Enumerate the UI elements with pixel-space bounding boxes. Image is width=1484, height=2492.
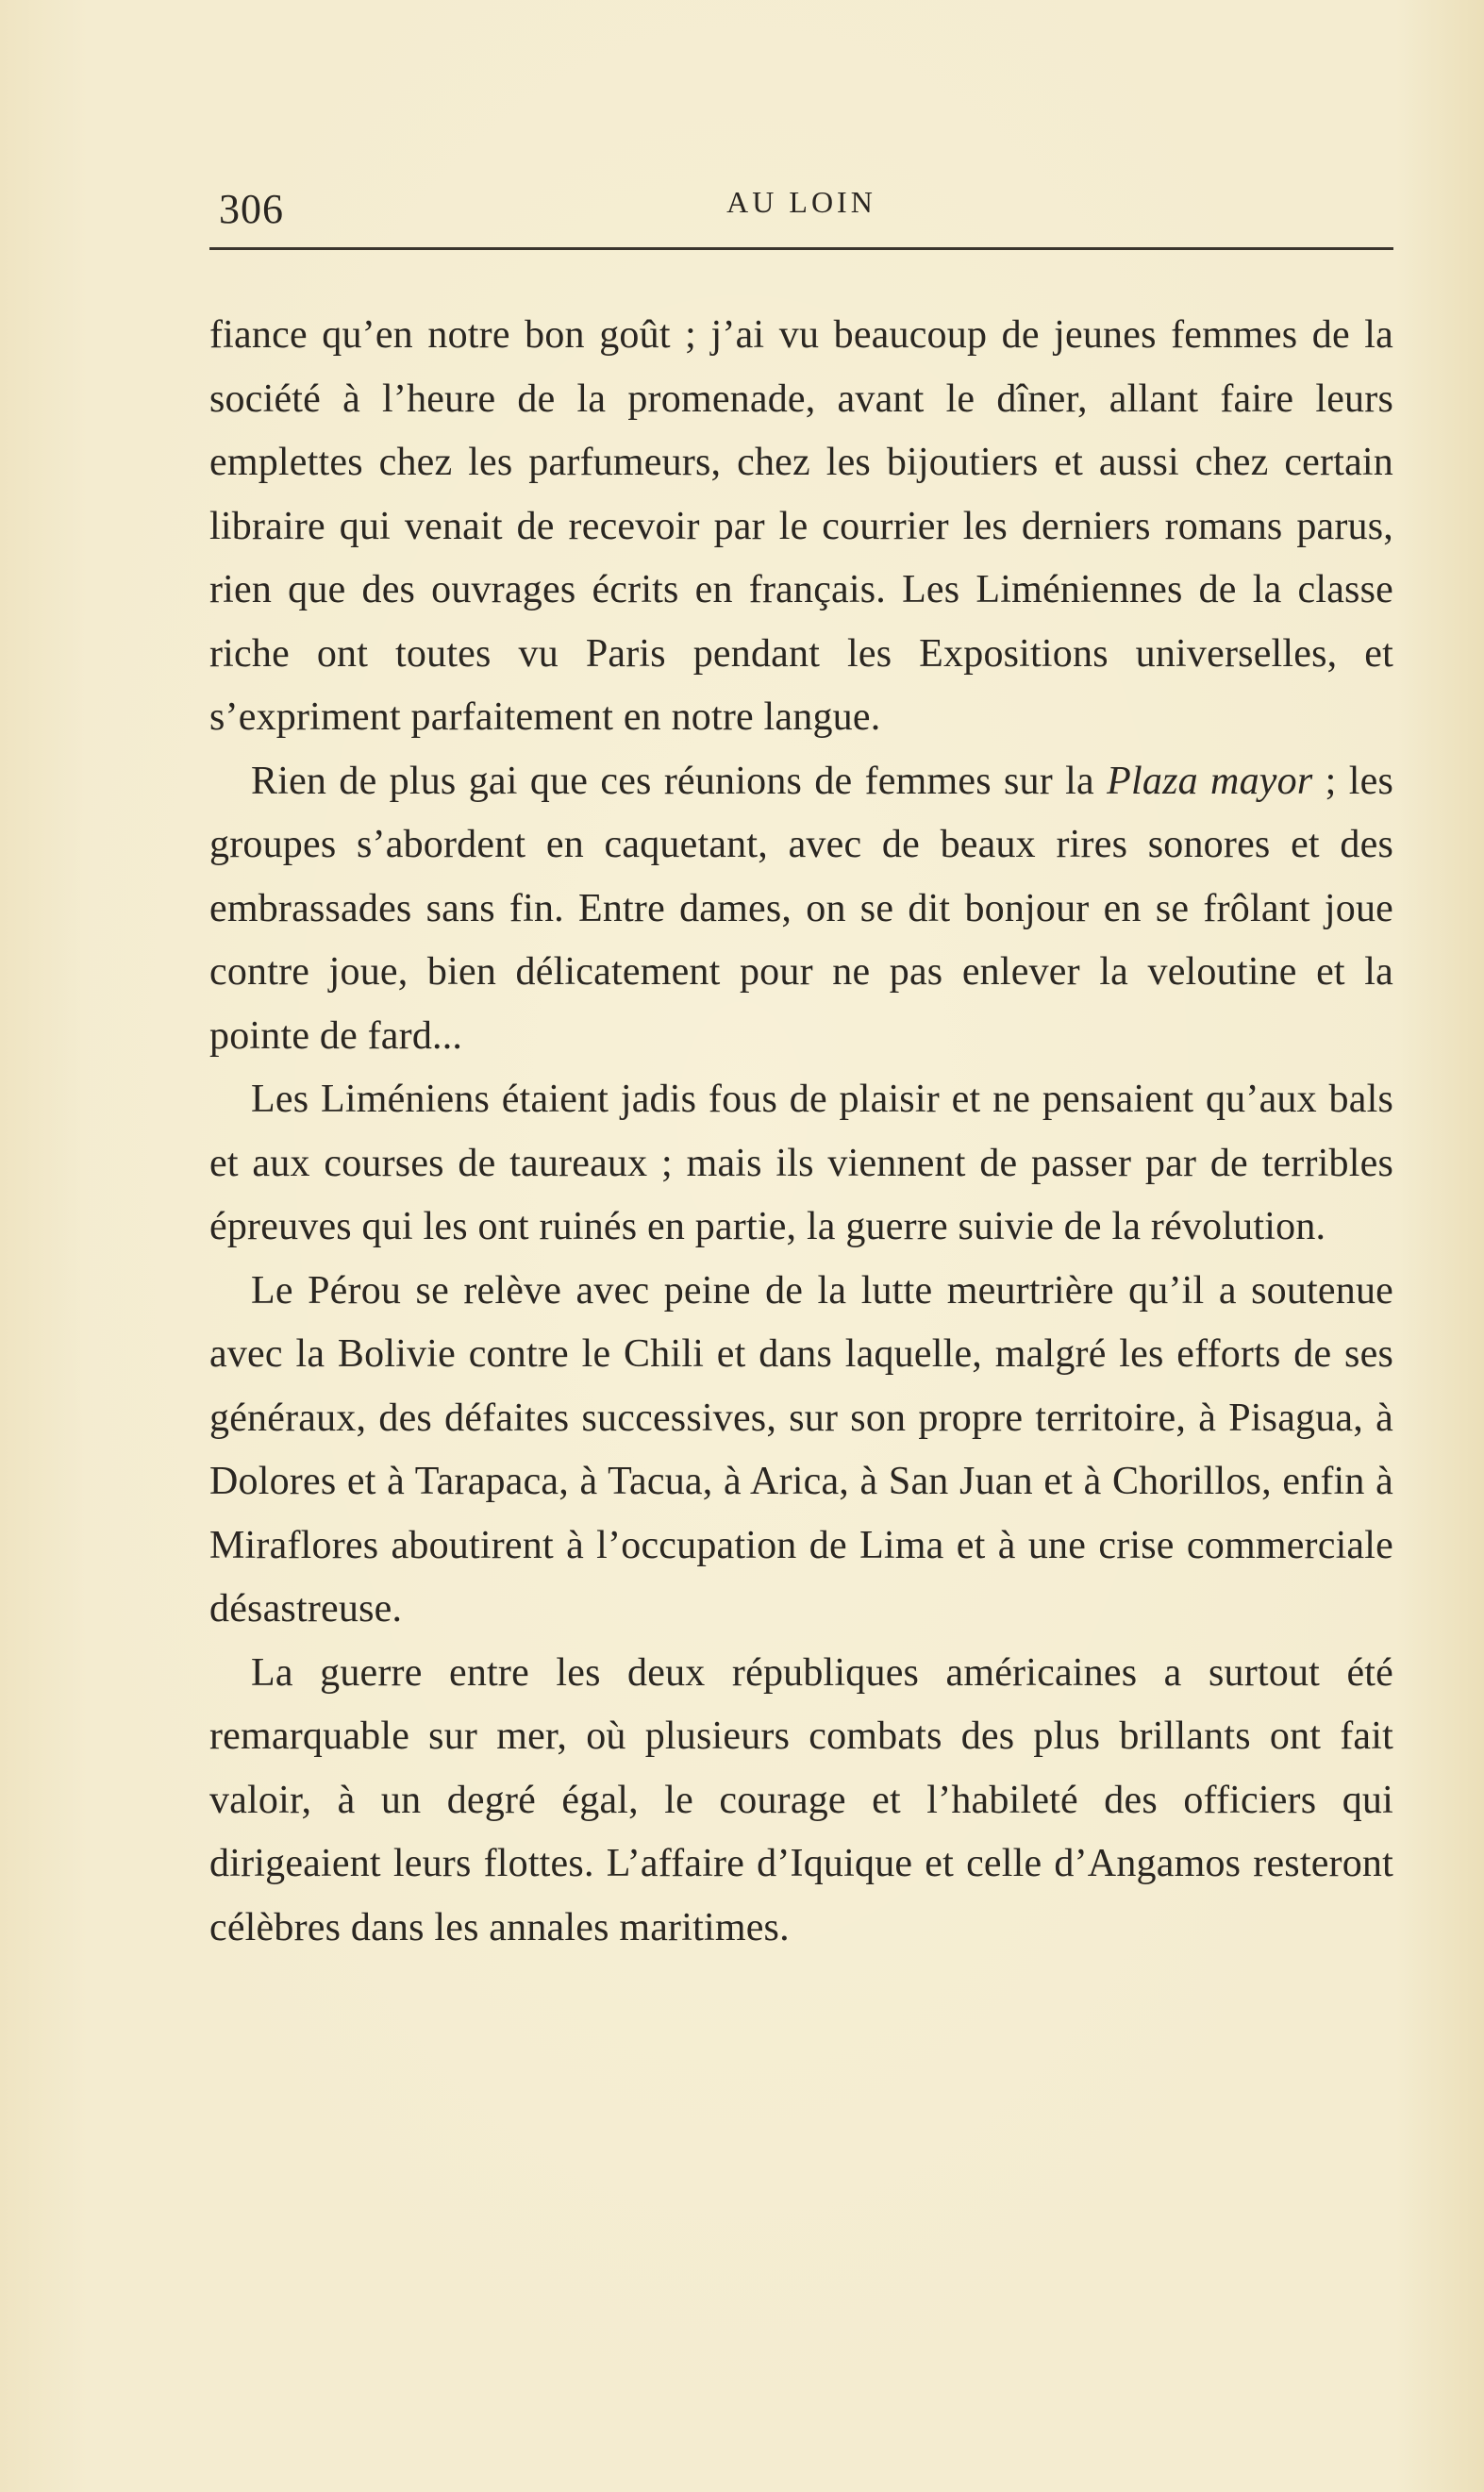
page-number: 306 [219, 186, 284, 232]
page-header [209, 168, 1393, 234]
paragraph-5: La guerre entre les deux républiques américaines a surtout été remarquable sur mer, où plusieurs combats des plus brillants ont fait valoir, à un degré égal, le courage et l’habileté des officiers qui dirigeaient leurs flottes. L’affaire d’Iquique et celle d’Angamos resteront célèbres dans les annales maritimes. [209, 1650, 1393, 1949]
paragraph-4: Le Pérou se relève avec peine de la lutte meurtrière qu’il a soutenue avec la Bolivie contre le Chili et dans laquelle, malgré les efforts de ses généraux, des défaites successives, sur son propre territoire, à Pisagua, à Dolores et à Tarapaca, à Tacua, à Arica, à San Juan et à Chorillos, enfin à Miraflores aboutirent à l’occupation de Lima et à une crise commerciale désastreuse. [209, 1268, 1393, 1631]
paragraph-2-italic-phrase: Plaza mayor [1107, 759, 1313, 803]
paragraph-3: Les Liméniens étaient jadis fous de plaisir et ne pensaient qu’aux bals et aux courses de taureaux ; mais ils viennent de passer par de terribles épreuves qui les ont ruinés en partie, la guerre suivie de la révolution. [209, 1078, 1393, 1248]
header-rule [209, 247, 1393, 250]
paragraph-2 [209, 750, 1393, 1069]
running-title: AU LOIN [726, 185, 876, 219]
paragraph-1: fiance qu’en notre bon goût ; j’ai vu beaucoup de jeunes femmes de la société à l’heure de la promenade, avant le dîner, allant faire leurs emplettes chez les parfumeurs, chez les bijoutiers et aussi chez certain libraire qui venait de recevoir par le courrier les derniers romans parus, rien que des ouvrages écrits en français. Les Liméniennes de la classe riche ont toutes vu Paris pendant les Expositions universelles, et s’expriment parfaitement en notre langue. [209, 313, 1393, 739]
body-text [209, 304, 1393, 1960]
paragraph-2-text-start: Rien de plus gai que ces réunions de femmes sur la [251, 759, 1108, 803]
paragraph-2-text-end: ; les groupes s’abordent en caquetant, avec de beaux rires sonores et des embrassades sans fin. Entre dames, on se dit bonjour en se frôlant joue contre joue, bien délicatement pour ne pas enlever la veloutine et la pointe de fard... [209, 759, 1393, 1058]
